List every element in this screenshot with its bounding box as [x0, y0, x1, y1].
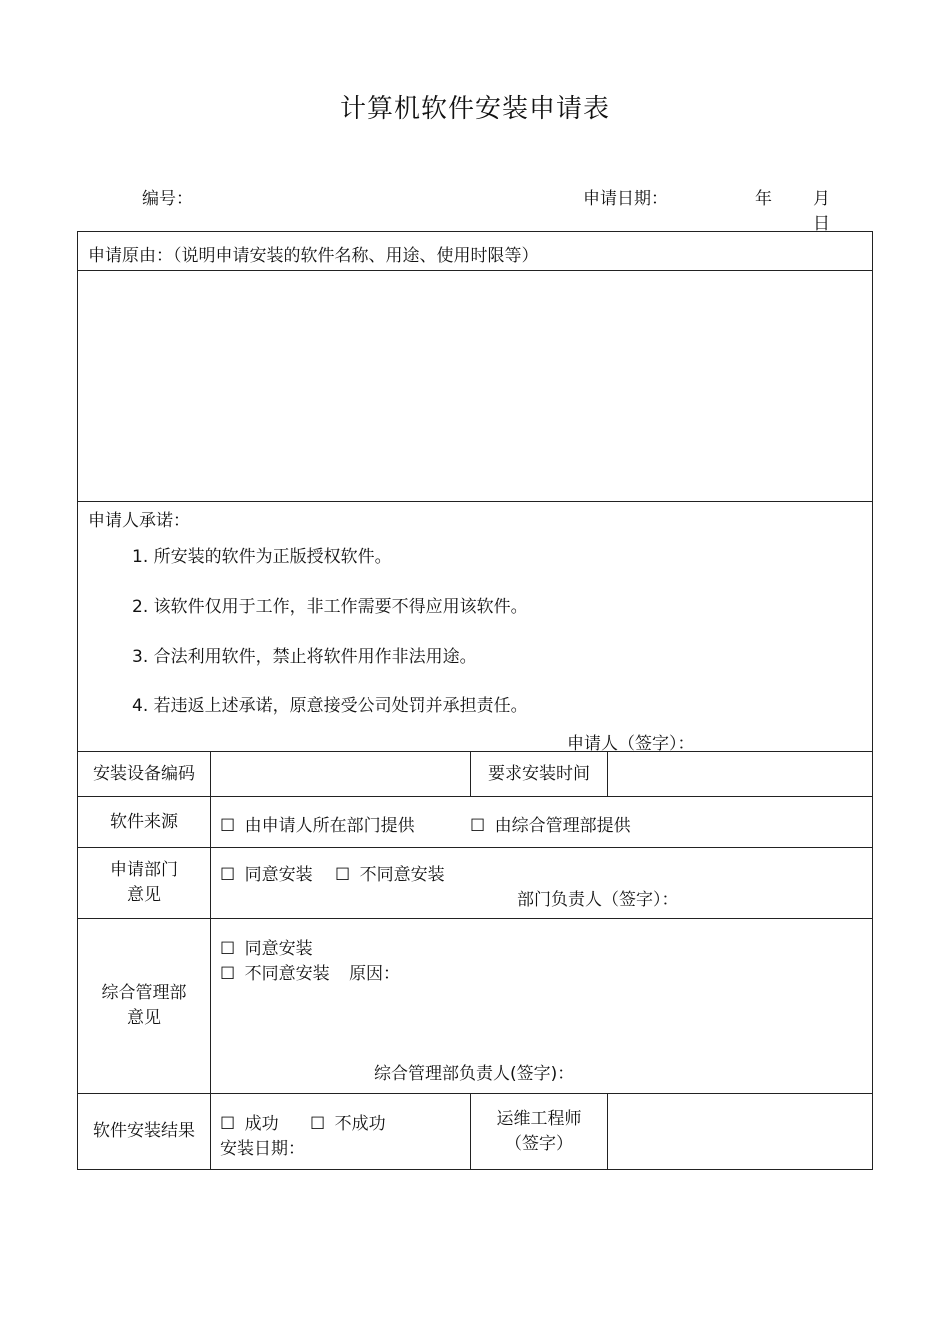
day-label: 日 [813, 214, 830, 234]
checkbox-icon[interactable]: ☐ [220, 865, 236, 885]
engineer-signature-field[interactable] [608, 1094, 872, 1169]
result-fail-label: 不成功 [334, 1114, 386, 1134]
admin-agree-option[interactable] [220, 934, 313, 959]
device-code-label: 安装设备编码 [93, 763, 195, 784]
column-divider [210, 751, 211, 1170]
engineer-label-line2: （签字） [505, 1133, 573, 1154]
admin-opinion-label-line2: 意见 [127, 1008, 161, 1028]
checkbox-icon[interactable]: ☐ [220, 816, 236, 836]
install-time-label: 要求安装时间 [488, 763, 590, 784]
install-date-label: 安装日期： [220, 1139, 305, 1159]
dept-opinion-label-line2: 意见 [127, 885, 161, 905]
install-time-field[interactable] [608, 752, 872, 796]
dept-disagree-label: 不同意安装 [359, 865, 445, 885]
source-option-dept[interactable] [220, 811, 415, 836]
pledge-item: 2. 该软件仅用于工作，非工作需要不得应用该软件。 [132, 597, 528, 617]
checkbox-icon[interactable]: ☐ [220, 939, 236, 959]
device-code-field[interactable] [211, 752, 470, 796]
result-success-option[interactable] [220, 1109, 279, 1134]
admin-head-signature-label: 综合管理部负责人(签字)： [374, 1064, 575, 1084]
checkbox-icon[interactable]: ☐ [470, 816, 486, 836]
reason-input-area[interactable] [78, 271, 872, 500]
date-label: 申请日期： [583, 189, 668, 209]
admin-disagree-option[interactable] [220, 959, 400, 984]
reason-label: 申请原由：（说明申请安装的软件名称、用途、使用时限等） [88, 246, 539, 266]
engineer-label [471, 1094, 607, 1169]
checkbox-icon[interactable]: ☐ [335, 865, 351, 885]
pledge-item: 1. 所安装的软件为正版授权软件。 [132, 547, 392, 567]
year-label: 年 [755, 189, 772, 209]
pledge-item: 3. 合法利用软件，禁止将软件用作非法用途。 [132, 647, 477, 667]
source-option-dept-label: 由申请人所在部门提供 [244, 816, 415, 836]
dept-opinion-label-line1: 申请部门 [110, 860, 178, 880]
dept-disagree-option[interactable] [335, 860, 445, 885]
pledge-label: 申请人承诺： [88, 511, 190, 531]
dept-agree-option[interactable] [220, 860, 313, 885]
row-divider [77, 501, 873, 502]
month-label: 月 [813, 189, 830, 209]
source-option-admin[interactable] [470, 811, 631, 836]
engineer-label-line1: 运维工程师 [496, 1108, 582, 1129]
applicant-signature-label: 申请人（签字）： [567, 734, 695, 754]
result-label: 软件安装结果 [93, 1121, 195, 1141]
admin-reason-label: 原因： [349, 964, 401, 984]
result-fail-option[interactable] [310, 1109, 386, 1134]
result-success-label: 成功 [244, 1114, 279, 1134]
admin-opinion-label-line1: 综合管理部 [101, 983, 187, 1003]
dept-head-signature-label: 部门负责人（签字）： [517, 890, 679, 910]
admin-agree-label: 同意安装 [244, 939, 313, 959]
dept-agree-label: 同意安装 [244, 865, 313, 885]
checkbox-icon[interactable]: ☐ [310, 1114, 326, 1134]
pledge-item: 4. 若违返上述承诺，原意接受公司处罚并承担责任。 [132, 696, 528, 716]
admin-disagree-label: 不同意安装 [244, 964, 330, 984]
checkbox-icon[interactable]: ☐ [220, 964, 236, 984]
number-label: 编号： [142, 189, 193, 209]
checkbox-icon[interactable]: ☐ [220, 1114, 236, 1134]
source-label: 软件来源 [110, 811, 178, 832]
page-title: 计算机软件安装申请表 [339, 94, 610, 124]
admin-opinion-label [78, 919, 210, 1093]
source-option-admin-label: 由综合管理部提供 [494, 816, 631, 836]
dept-opinion-label [78, 848, 210, 918]
